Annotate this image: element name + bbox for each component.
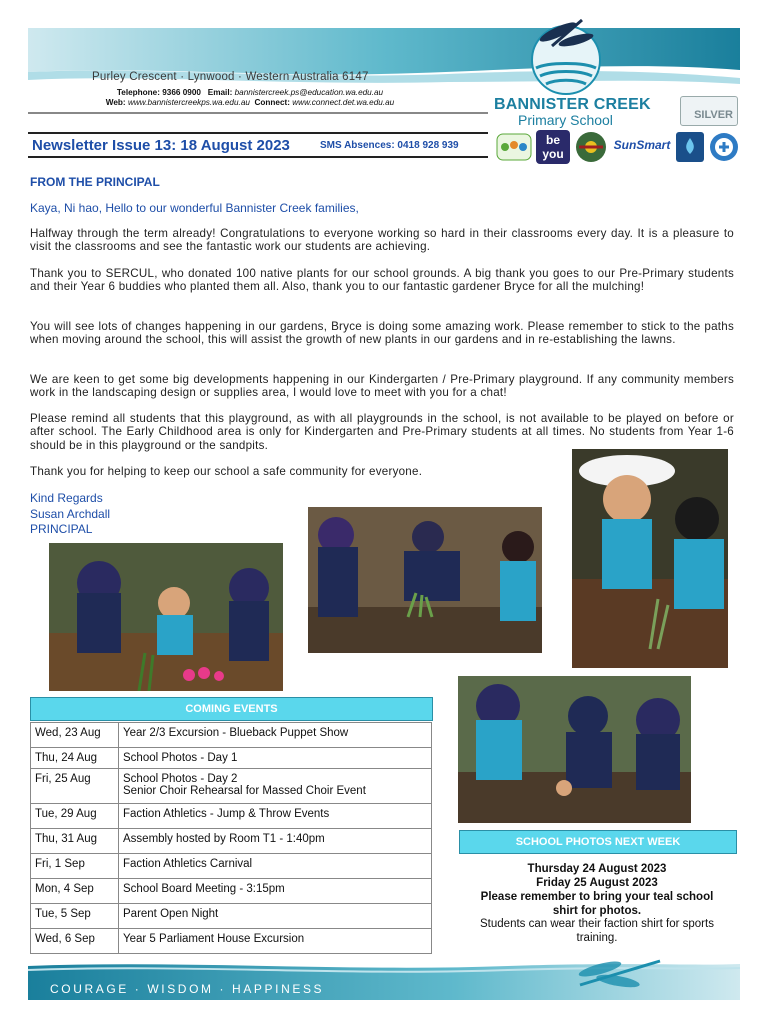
event-date: Thu, 31 Aug [31, 829, 119, 854]
web-link[interactable]: www.bannistercreekps.wa.edu.au [127, 98, 250, 107]
school-name: BANNISTER CREEK [494, 96, 651, 113]
coming-events-heading: COMING EVENTS [30, 697, 433, 721]
events-table [30, 722, 432, 954]
event-title: Faction Athletics - Jump & Throw Events [119, 804, 432, 829]
event-title: Parent Open Night [119, 904, 432, 929]
event-date: Mon, 4 Sep [31, 879, 119, 904]
photo-date-1: Thursday 24 August 2023 [527, 863, 667, 875]
school-address: Purley Crescent · Lynwood · Western Australia 6147 [92, 71, 369, 83]
table-row [31, 748, 432, 769]
principal-heading: FROM THE PRINCIPAL [30, 175, 160, 189]
event-cell [119, 769, 432, 804]
phone-label: Telephone: [116, 88, 160, 97]
header-divider [28, 112, 488, 114]
garden-photo-3 [572, 449, 728, 668]
table-row [31, 829, 432, 854]
event-date: Fri, 1 Sep [31, 854, 119, 879]
sunsmart-logo: SunSmart [613, 138, 671, 152]
principal-paragraph: Thank you to SERCUL, who donated 100 native plants for our school grounds. A big thank you goes to our Pre-Primary students and their Year 6 buddies who planted them all. Also, thank you to our fantastic gardener Bryce for all the mulching! [30, 267, 734, 294]
table-row [31, 929, 432, 954]
table-row [31, 723, 432, 748]
belong-logo-icon [496, 130, 532, 164]
web-label: Web: [105, 98, 126, 107]
school-photos-body [452, 863, 742, 945]
event-title: Year 5 Parliament House Excursion [119, 929, 432, 954]
table-row [31, 804, 432, 829]
event-title: School Board Meeting - 3:15pm [119, 879, 432, 904]
table-row [31, 879, 432, 904]
health-badge-logo-icon [708, 130, 740, 164]
phone-number: 9366 0900 [162, 88, 201, 97]
garden-photo-4 [458, 676, 691, 823]
footer-dragonfly-icon [560, 955, 680, 995]
event-title-2: Senior Choir Rehearsal for Massed Choir Event [123, 785, 366, 797]
event-title: School Photos - Day 1 [119, 748, 432, 769]
principal-name: Susan Archdall [30, 507, 111, 521]
principal-paragraph: You will see lots of changes happening in our gardens, Bryce is doing some amazing work. Please remember to stick to the paths when moving around the school, this will assist the growth of new plants in our gardens and in re-establishing the lawns. [30, 320, 734, 347]
signoff: Kind Regards [30, 491, 103, 505]
award-badge: SILVER [680, 96, 738, 126]
issue-bar [28, 132, 488, 158]
table-row [31, 904, 432, 929]
principal-role: PRINCIPAL [30, 522, 93, 536]
garden-photo-2 [308, 507, 542, 653]
event-title: Year 2/3 Excursion - Blueback Puppet Show [119, 723, 432, 748]
principal-paragraph: Thank you for helping to keep our school a safe community for everyone. [30, 465, 423, 478]
connect-label: Connect: [254, 98, 290, 107]
contact-block [80, 88, 420, 108]
event-date: Tue, 29 Aug [31, 804, 119, 829]
table-row [31, 854, 432, 879]
school-photos-heading: SCHOOL PHOTOS NEXT WEEK [459, 830, 737, 854]
sms-absences: SMS Absences: 0418 928 939 [320, 140, 459, 151]
photo-date-2: Friday 25 August 2023 [536, 876, 658, 889]
principal-greeting: Kaya, Ni hao, Hello to our wonderful Bannister Creek families, [30, 201, 359, 215]
garden-photo-1 [49, 543, 283, 691]
event-date: Tue, 5 Sep [31, 904, 119, 929]
event-date: Fri, 25 Aug [31, 769, 119, 804]
event-date: Wed, 23 Aug [31, 723, 119, 748]
principal-paragraph: Halfway through the term already! Congratulations to everyone working so hard in their classrooms every day. It is a pleasure to visit the classrooms and see the fantastic work our students are achieving. [30, 227, 734, 254]
event-title: School Photos - Day 2 [123, 773, 238, 785]
email-label: Email: [207, 88, 233, 97]
event-date: Thu, 24 Aug [31, 748, 119, 769]
event-date: Wed, 6 Sep [31, 929, 119, 954]
footer-motto: COURAGE · WISDOM · HAPPINESS [50, 982, 325, 996]
photo-note: Students can wear their faction shirt for sports training. [480, 918, 714, 944]
email-link[interactable]: bannistercreek.ps@education.wa.edu.au [234, 88, 384, 97]
principal-paragraph: We are keen to get some big developments happening in our Kindergarten / Pre-Primary playground. If any community members work in the landscaping design or supplies area, I would love to meet with you for a chat! [30, 373, 734, 400]
table-row [31, 769, 432, 804]
connect-link[interactable]: www.connect.det.wa.edu.au [292, 98, 395, 107]
school-subtitle: Primary School [518, 112, 613, 128]
waterwise-logo-icon [676, 130, 704, 164]
aboriginal-flag-logo-icon [574, 130, 608, 164]
event-title: Assembly hosted by Room T1 - 1:40pm [119, 829, 432, 854]
principal-paragraph: Please remind all students that this playground, as with all playgrounds in the school, is not available to be played on before or after school. The Early Childhood area is only for Kindergarten and Pre-Primary students at all times. No students from Year 1-6 should be in this playground or the sandpits. [30, 412, 734, 452]
be-you-logo: be you [536, 130, 570, 164]
photo-reminder: Please remember to bring your teal school shirt for photos. [480, 891, 714, 917]
event-title: Faction Athletics Carnival [119, 854, 432, 879]
issue-title: Newsletter Issue 13: 18 August 2023 [32, 137, 290, 154]
